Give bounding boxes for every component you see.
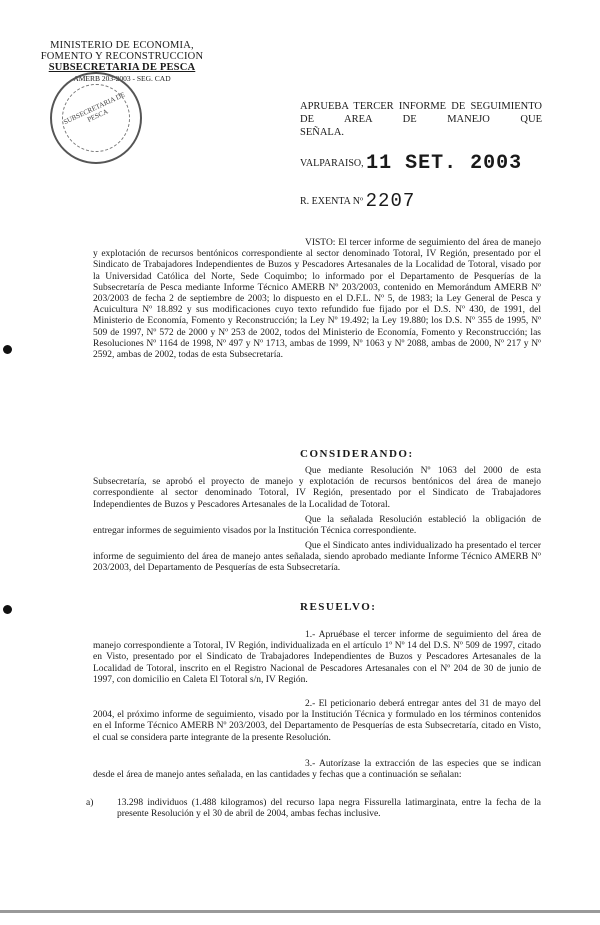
city: VALPARAISO, [300,158,364,169]
punch-hole [3,605,12,614]
visto-paragraph: VISTO: El tercer informe de seguimiento del área de manejo y explotación de recursos bentónicos correspondiente al sector denominado Totoral, IV Región, presentado por el Sindicato de Trabajadores Independientes de Buzos y Pescadores Artesanales de la Localidad de Totoral, visado por la Universidad Católica del Norte, Sede Coquimbo; lo informado por el Departamento de Pesquerías de la Subsecretaría de Pesca mediante Informe Técnico AMERB Nº 203/2003, contenido en Memorándum AMERB Nº 203/2003 de fecha 2 de septiembre de 2003; lo dispuesto en el D.F.L. Nº 5, de 1983; la Ley General de Pesca y Acuicultura Nº 18.892 y sus modificaciones cuyo texto refundido fue fijado por el D.S. Nº 430, de 1991, del Ministerio de Economía, Fomento y Reconstrucción; la Ley Nº 19.492; la Ley 19.880; los D.S. Nº 355 de 1995, Nº 509 de 1997, Nº 572 de 2000 y Nº 253 de 2002, todos del Ministerio de Economía, Fomento y Reconstrucción; las Resoluciones Nº 1164 de 1998, Nº 497 y Nº 1713, ambas de 1999, Nº 1063 y Nº 2088, ambas de 2000, Nº 217 y Nº 2592, ambas de 2002, todas de esta Subsecretaría. [93,238,541,361]
resolution-number [300,190,560,212]
list-item-marker: a) [86,798,94,808]
ministry-header [22,40,222,84]
considerando-paragraph: Que la señalada Resolución estableció la obligación de entregar informes de seguimiento visados por la Institución Técnica correspondiente. [93,515,541,537]
punch-hole [3,345,12,354]
resuelvo-paragraph: 2.- El peticionario deberá entregar antes del 31 de mayo del 2004, el próximo informe de seguimiento, visado por la Institución Técnica y formulado en los términos contenidos en el Informe Técnico AMERB Nº 203/2003, del Departamento de Pesquerías de esta Subsecretaría, citado en Visto, el cual se considera parte integrante de la presente Resolución. [93,699,541,743]
official-stamp [50,72,142,164]
header-line: FOMENTO Y RECONSTRUCCION [40,51,204,62]
resuelvo-heading: RESUELVO: [300,601,377,613]
header-reference: AMERB 203-2003 - SEG. CAD [73,74,171,83]
resuelvo-paragraph: 1.- Apruébase el tercer informe de seguimiento del área de manejo correspondiente a Totoral, IV Región, individualizada en el artículo 1º Nº 14 del D.S. Nº 509 de 1997, citado en Visto, presentado por el Sindicato de Trabajadores Independientes de Buzos y Pescadores Artesanales de la Localidad de Totoral, inscrito en el Registro Nacional de Pescadores Artesanales con el Nº 204 de 30 de junio de 1997, con domicilio en Caleta El Totoral s/n, IV Región. [93,630,541,685]
date-line [300,152,560,175]
scan-edge [0,910,600,913]
list-item [86,798,541,820]
resuelvo-paragraph: 3.- Autorízase la extracción de las especies que se indican desde el área de manejo antes señalada, en las cantidades y fechas que a continuación se señalan: [93,759,541,781]
stamp-text: SUBSECRETARIA DE PESCA [62,90,127,127]
header-line: MINISTERIO DE ECONOMIA, [50,40,194,51]
stamped-date: 11 SET. 2003 [366,152,523,175]
summary-line: APRUEBA TERCER INFORME DE SEGUIMIENTO DE AREA DE MANEJO QUE [300,101,542,125]
summary-line: SEÑALA. [300,127,345,138]
considerando-paragraph: Que mediante Resolución Nº 1063 del 2000 de esta Subsecretaría, se aprobó el proyecto de manejo y explotación de recursos bentónicos del área de manejo correspondiente al sector denominado Totoral, IV Región, presentado por el Sindicato de Trabajadores Independientes de Buzos y Pescadores Artesanales de la Localidad de Totoral. [93,466,541,510]
resolution-summary [300,100,542,139]
considerando-heading: CONSIDERANDO: [300,448,414,460]
exenta-label: R. EXENTA Nº [300,196,364,207]
header-line: SUBSECRETARIA DE PESCA [48,62,196,73]
list-item-text: 13.298 individuos (1.488 kilogramos) del recurso lapa negra Fissurella latimarginata, entre la fecha de la presente Resolución y el 30 de abril de 2004, ambas fechas inclusive. [117,798,541,820]
exenta-number: 2207 [365,190,416,212]
considerando-paragraph: Que el Sindicato antes individualizado ha presentado el tercer informe de seguimiento del área de manejo antes señalada, siendo aprobado mediante Informe Técnico AMERB Nº 203/2003, del Departamento de Pesquerías de esta Subsecretaría. [93,541,541,574]
